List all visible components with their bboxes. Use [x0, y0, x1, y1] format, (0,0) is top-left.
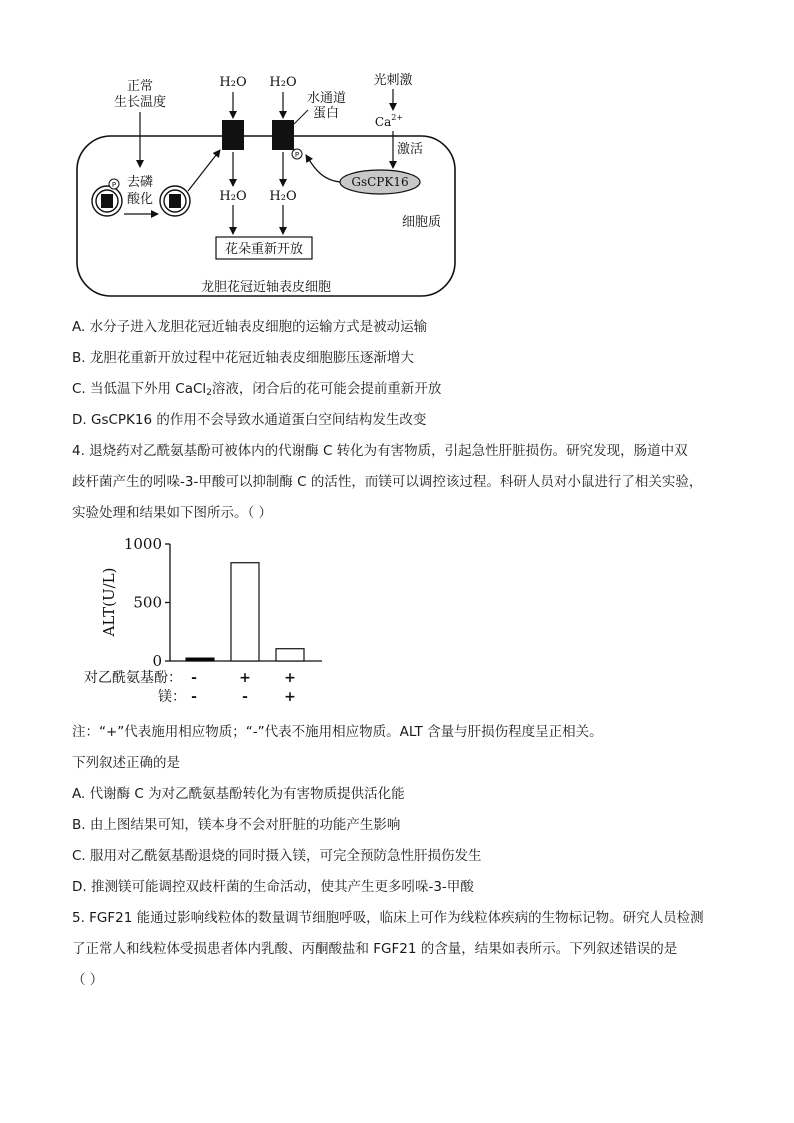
p-label-2: P — [294, 151, 300, 159]
label-reopen: 花朵重新开放 — [224, 242, 304, 257]
chart-treatment-sign: + — [239, 670, 251, 686]
label-cytoplasm: 细胞质 — [402, 215, 442, 230]
q3-option-a: A. 水分子进入龙胆花冠近轴表皮细胞的运输方式是被动运输 — [72, 319, 428, 335]
vesicle-dephosphorylated — [160, 186, 190, 216]
q3-option-d: D. GsCPK16 的作用不会导致水通道蛋白空间结构发生改变 — [72, 412, 427, 428]
q4-line-2: 歧杆菌产生的吲哚-3-甲酸可以抑制酶 C 的活性，而镁可以调控该过程。科研人员对小鼠进行了相关实验， — [72, 474, 703, 490]
q4-prompt: 下列叙述正确的是 — [72, 755, 180, 771]
label-aquaporin-2: 蛋白 — [313, 106, 340, 121]
chart-y-ticks — [124, 535, 170, 670]
label-water-3: H₂O — [219, 189, 247, 204]
q4-line-3: 实验处理和结果如下图所示。（ ） — [72, 505, 273, 521]
chart-treatment-sign: - — [191, 670, 197, 686]
chart-row-labels — [84, 669, 296, 705]
label-dephos-2: 酸化 — [126, 192, 154, 207]
q4-line-1: 4. 退烧药对乙酰氨基酚可被体内的代谢酶 C 转化为有害物质，引起急性肝脏损伤。研究发现，肠道中双 — [72, 443, 688, 459]
q3-option-b: B. 龙胆花重新开放过程中花冠近轴表皮细胞膨压逐渐增大 — [72, 350, 414, 366]
q3-option-c-pre: C. 当低温下外用 CaCl — [72, 381, 207, 397]
q4-option-b: B. 由上图结果可知，镁本身不会对肝脏的功能产生影响 — [72, 817, 401, 833]
label-kinase: GsCPK16 — [351, 175, 409, 189]
chart-y-tick-label: 0 — [152, 652, 162, 670]
chart-row-label: 镁： — [158, 689, 186, 705]
q4-option-d: D. 推测镁可能调控双歧杆菌的生命活动，使其产生更多吲哚-3-甲酸 — [72, 879, 474, 895]
q5-line-2: 了正常人和线粒体受损患者体内乳酸、丙酮酸盐和 FGF21 的含量，结果如表所示。下列叙述错误的是 — [72, 941, 678, 957]
chart-bar — [231, 563, 259, 661]
aquaporin-right — [272, 120, 294, 150]
pointer-aquaporin — [294, 110, 308, 124]
label-dephos-1: 去磷 — [126, 175, 154, 190]
vesicle-phosphorylated — [92, 179, 122, 216]
q4-option-a: A. 代谢酶 C 为对乙酰氨基酚转化为有害物质提供活化能 — [72, 786, 405, 802]
chart-bar — [186, 658, 214, 661]
q3-option-c-sub: 2 — [206, 388, 212, 398]
chart-treatment-sign: - — [242, 689, 248, 705]
chart-bar — [276, 649, 304, 661]
label-water-1: H₂O — [219, 75, 247, 90]
alt-bar-chart — [60, 530, 360, 715]
label-activate: 激活 — [397, 142, 424, 157]
p-label-1: P — [111, 181, 117, 189]
chart-bars — [186, 563, 304, 661]
q3-option-c-post: 溶液，闭合后的花可能会提前重新开放 — [211, 381, 442, 397]
label-aquaporin-1: 水通道 — [307, 91, 347, 106]
arrow-kinase — [306, 155, 340, 182]
aquaporin-left — [222, 120, 244, 150]
cell-outline — [77, 136, 455, 296]
chart-treatment-sign: - — [191, 689, 197, 705]
label-light: 光刺激 — [373, 73, 413, 88]
chart-y-tick-label: 1000 — [123, 535, 162, 553]
chart-ylabel: ALT(U/L) — [100, 567, 118, 637]
q5-line-3: （ ） — [72, 972, 104, 988]
chart-treatment-sign: + — [284, 689, 296, 705]
q4-stem — [72, 436, 722, 529]
chart-y-tick-label: 500 — [133, 593, 162, 612]
aquaporin-diagram — [0, 0, 794, 310]
q5-line-1: 5. FGF21 能通过影响线粒体的数量调节细胞呼吸，临床上可作为线粒体疾病的生物标记物。研究人员检测 — [72, 910, 704, 926]
chart-treatment-sign: + — [284, 670, 296, 686]
label-temp-1: 正常 — [126, 79, 154, 94]
q5-stem — [72, 903, 722, 996]
chart-row-label: 对乙酰氨基酚： — [84, 670, 182, 686]
label-water-4: H₂O — [269, 189, 297, 204]
q4-option-c: C. 服用对乙酰氨基酚退烧的同时摄入镁，可完全预防急性肝损伤发生 — [72, 848, 482, 864]
label-ca: $Ca^{2+}$ — [374, 113, 404, 129]
q3-option-c — [72, 379, 441, 403]
label-water-2: H₂O — [269, 75, 297, 90]
q4-note: 注：“+”代表施用相应物质；“-”代表不施用相应物质。ALT 含量与肝损伤程度呈正相关。 — [72, 724, 603, 740]
label-temp-2: 生长温度 — [113, 95, 167, 110]
label-cell: 龙胆花冠近轴表皮细胞 — [200, 280, 332, 295]
arrow-to-membrane — [188, 150, 220, 191]
